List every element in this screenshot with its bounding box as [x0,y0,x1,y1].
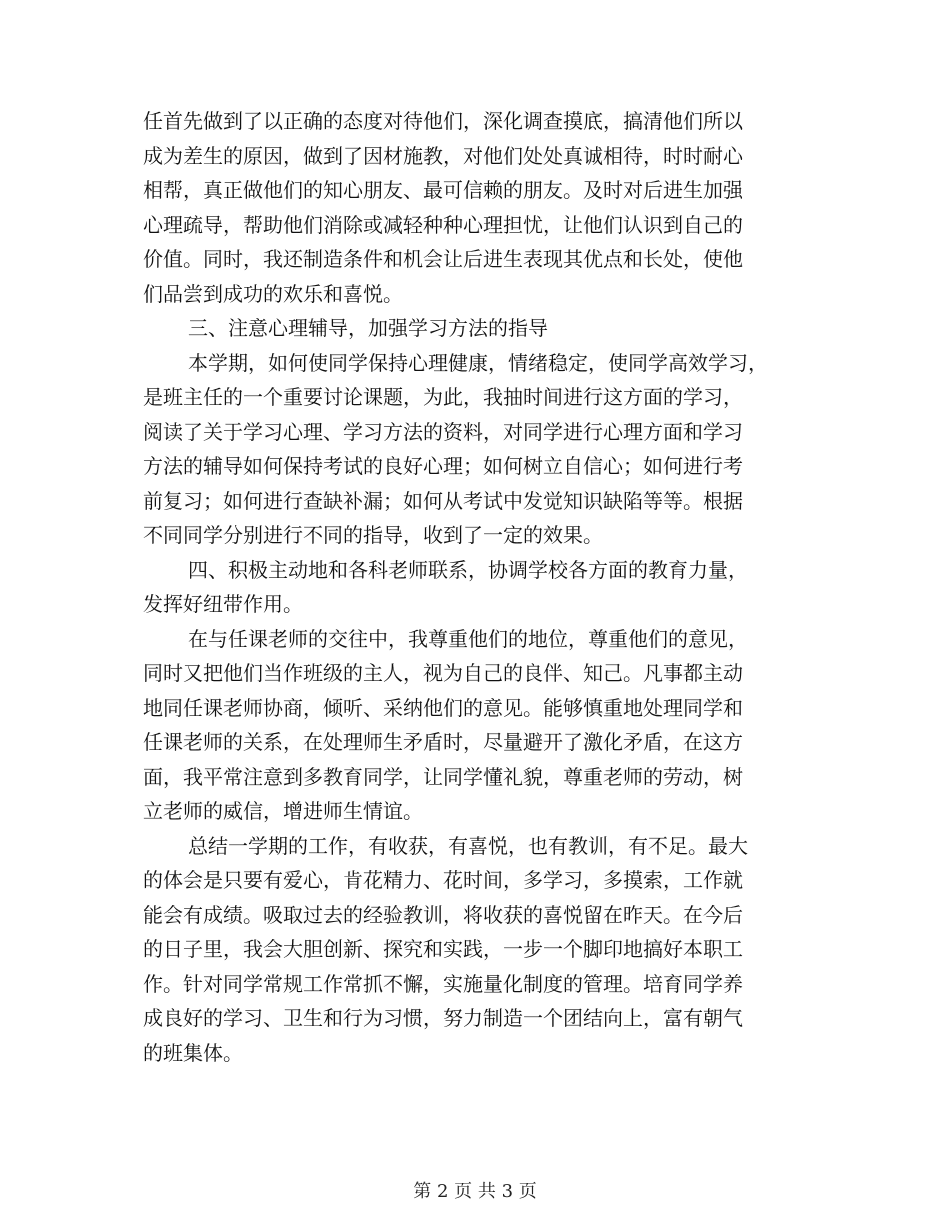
text-line: 同时又把他们当作班级的主人，视为自己的良伴、知己。凡事都主动 [143,661,743,685]
text-line: 们品尝到成功的欢乐和喜悦。 [143,281,403,306]
text-line: 心理疏导，帮助他们消除或减轻种种心理担忧，让他们认识到自己的 [143,212,743,237]
text-line: 方法的辅导如何保持考试的良好心理；如何树立自信心；如何进行考 [143,454,743,478]
section-heading: 三、注意心理辅导，加强学习方法的指导 [188,316,548,340]
text-line: 地同任课老师协商，倾听、采纳他们的意见。能够慎重地处理同学和 [143,695,743,720]
text-line: 立老师的威信，增进师生情谊。 [143,799,423,823]
text-line: 的体会是只要有爱心，肯花精力、花时间，多学习，多摸索，工作就 [143,868,743,892]
section-heading: 四、积极主动地和各科老师联系，协调学校各方面的教育力量， [188,557,748,582]
text-line: 是班主任的一个重要讨论课题，为此，我抽时间进行这方面的学习， [143,385,743,409]
text-line: 任首先做到了以正确的态度对待他们，深化调查摸底，搞清他们所以 [143,109,743,133]
text-line: 成良好的学习、卫生和行为习惯，努力制造一个团结向上，富有朝气 [143,1006,743,1030]
text-line: 前复习；如何进行查缺补漏；如何从考试中发觉知识缺陷等等。根据 [143,488,743,513]
text-line: 作。针对同学常规工作常抓不懈，实施量化制度的管理。培育同学养 [143,971,743,996]
text-line: 面，我平常注意到多教育同学，让同学懂礼貌，尊重老师的劳动，树 [143,764,743,789]
document-body [143,104,803,1070]
text-line: 相帮，真正做他们的知心朋友、最可信赖的朋友。及时对后进生加强 [143,178,743,202]
text-line: 不同同学分别进行不同的指导，收到了一定的效果。 [143,523,603,547]
text-line: 本学期，如何使同学保持心理健康，情绪稳定，使同学高效学习， [188,350,768,375]
text-line: 在与任课老师的交往中，我尊重他们的地位，尊重他们的意见， [188,626,748,651]
text-line: 阅读了关于学习心理、学习方法的资料，对同学进行心理方面和学习 [143,419,743,444]
text-line: 价值。同时，我还制造条件和机会让后进生表现其优点和长处，使他 [143,247,743,271]
text-line: 总结一学期的工作，有收获，有喜悦，也有教训，有不足。最大 [188,833,748,858]
text-line: 的班集体。 [143,1040,243,1065]
text-line: 成为差生的原因，做到了因材施教，对他们处处真诚相待，时时耐心 [143,143,743,168]
page-number-footer: 第 2 页 共 3 页 [413,1181,537,1202]
text-line: 能会有成绩。吸取过去的经验教训，将收获的喜悦留在昨天。在今后 [143,902,743,927]
text-line: 任课老师的关系，在处理师生矛盾时，尽量避开了激化矛盾，在这方 [143,730,743,754]
text-line: 的日子里，我会大胆创新、探究和实践，一步一个脚印地搞好本职工 [143,937,743,961]
section-heading-continued: 发挥好纽带作用。 [143,592,303,616]
